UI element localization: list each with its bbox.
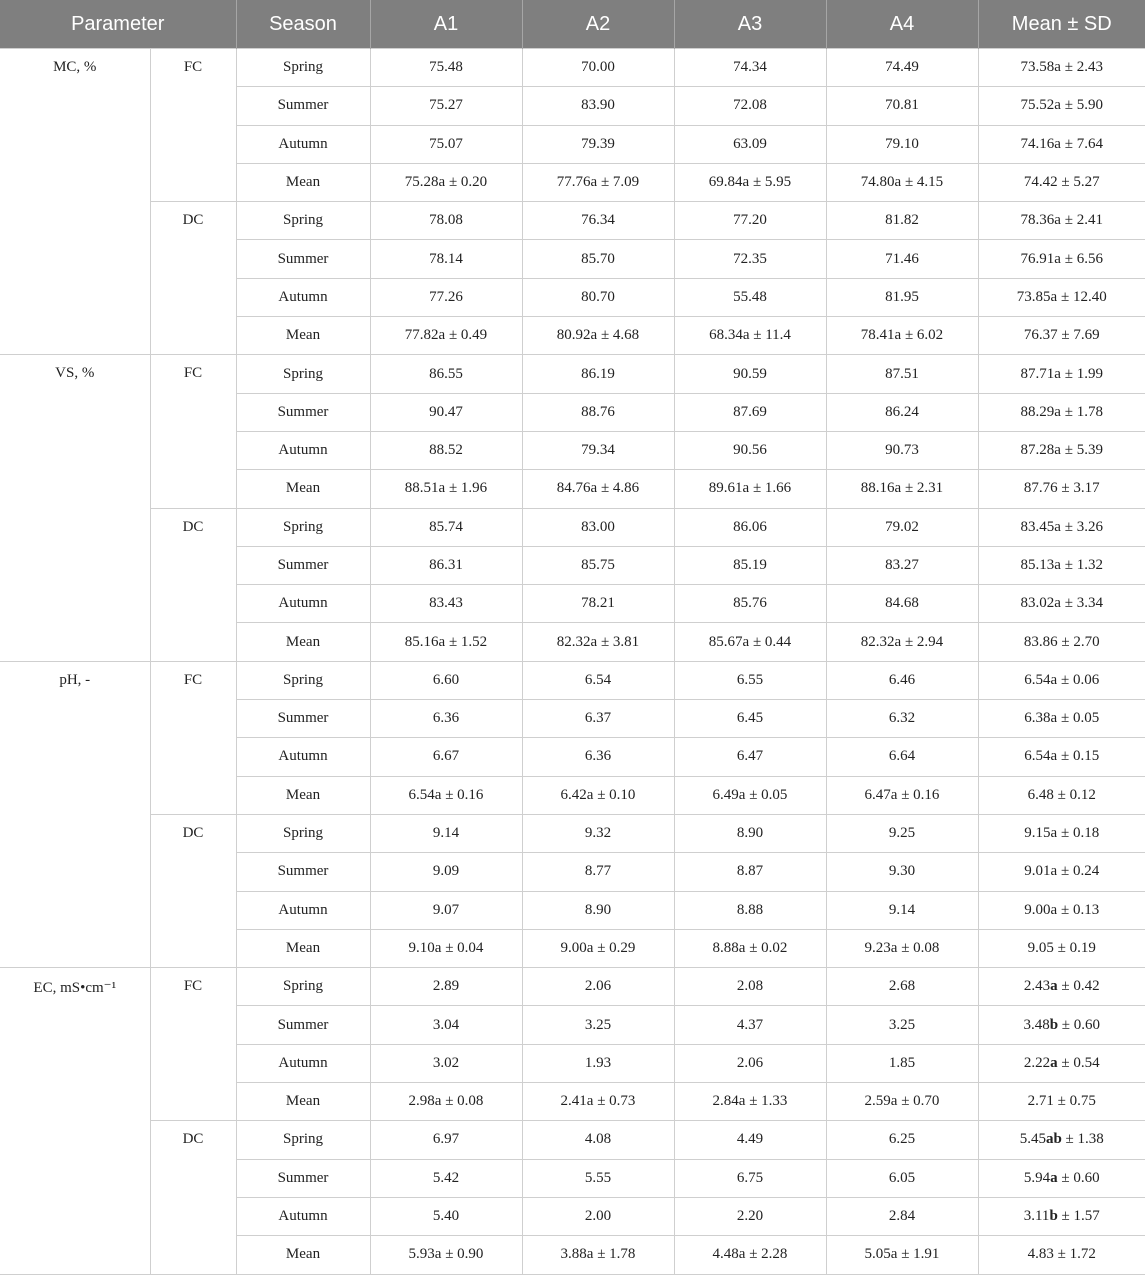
a4-cell: 2.84	[826, 1197, 978, 1235]
season-cell: Spring	[236, 49, 370, 87]
a1-cell: 86.31	[370, 546, 522, 584]
mean-sd-cell	[978, 508, 1145, 546]
a4-cell: 81.95	[826, 278, 978, 316]
a1-cell: 77.82a ± 0.49	[370, 317, 522, 355]
mean-sd-cell	[978, 929, 1145, 967]
significance-letter: a	[1050, 1169, 1058, 1186]
a1-cell: 78.08	[370, 202, 522, 240]
header-a4: A4	[826, 0, 978, 49]
a2-cell: 70.00	[522, 49, 674, 87]
season-cell: Summer	[236, 700, 370, 738]
mean-sd-cell	[978, 1159, 1145, 1197]
a1-cell: 3.02	[370, 1044, 522, 1082]
mean-value: 74.42	[1023, 174, 1058, 191]
sd-value: ± 12.40	[1057, 288, 1107, 305]
significance-letter: a	[1050, 978, 1058, 995]
sd-value: ± 1.57	[1057, 1208, 1100, 1225]
sd-value: ± 0.75	[1053, 1093, 1096, 1110]
season-cell: Spring	[236, 661, 370, 699]
a4-cell: 78.41a ± 6.02	[826, 317, 978, 355]
a2-cell: 2.00	[522, 1197, 674, 1235]
season-cell: Spring	[236, 814, 370, 852]
sd-value: ± 5.39	[1060, 442, 1103, 459]
season-cell: Mean	[236, 470, 370, 508]
season-cell: Mean	[236, 929, 370, 967]
a4-cell: 3.25	[826, 1006, 978, 1044]
sd-value: ± 7.69	[1057, 327, 1100, 344]
a1-cell: 6.60	[370, 661, 522, 699]
season-cell: Summer	[236, 546, 370, 584]
header-parameter: Parameter	[0, 0, 236, 49]
season-cell: Mean	[236, 163, 370, 201]
a4-cell: 9.25	[826, 814, 978, 852]
a2-cell: 84.76a ± 4.86	[522, 470, 674, 508]
a3-cell: 8.88a ± 0.02	[674, 929, 826, 967]
a2-cell: 9.00a ± 0.29	[522, 929, 674, 967]
a3-cell: 69.84a ± 5.95	[674, 163, 826, 201]
a3-cell: 6.47	[674, 738, 826, 776]
mean-value: 85.13a	[1020, 557, 1061, 573]
a1-cell: 78.14	[370, 240, 522, 278]
a2-cell: 85.70	[522, 240, 674, 278]
sd-value: ± 2.43	[1060, 59, 1103, 76]
condition-cell: DC	[150, 1121, 236, 1274]
sd-value: ± 0.05	[1057, 710, 1100, 727]
season-cell: Spring	[236, 508, 370, 546]
a3-cell: 63.09	[674, 125, 826, 163]
a2-cell: 6.37	[522, 700, 674, 738]
sd-value: ± 5.90	[1060, 97, 1103, 114]
condition-cell: DC	[150, 508, 236, 661]
mean-value: 76.91a	[1020, 250, 1061, 267]
mean-value: 76.37	[1023, 327, 1058, 344]
a1-cell: 5.93a ± 0.90	[370, 1236, 522, 1274]
season-cell: Autumn	[236, 278, 370, 316]
a3-cell: 4.48a ± 2.28	[674, 1236, 826, 1274]
a2-cell: 76.34	[522, 202, 674, 240]
a4-cell: 2.59a ± 0.70	[826, 1083, 978, 1121]
table-body	[0, 49, 1145, 1275]
sd-value: ± 1.72	[1053, 1246, 1096, 1263]
a1-cell: 6.97	[370, 1121, 522, 1159]
a2-cell: 5.55	[522, 1159, 674, 1197]
sd-value: ± 5.27	[1057, 174, 1100, 191]
mean-sd-cell	[978, 278, 1145, 316]
a2-cell: 80.70	[522, 278, 674, 316]
mean-value: 88.29a	[1020, 403, 1061, 420]
mean-value: 87.76	[1023, 480, 1058, 497]
mean-sd-cell	[978, 470, 1145, 508]
a4-cell: 79.10	[826, 125, 978, 163]
mean-value: 83.86	[1023, 633, 1058, 650]
mean-sd-cell	[978, 393, 1145, 431]
a2-cell: 4.08	[522, 1121, 674, 1159]
a3-cell: 6.45	[674, 700, 826, 738]
season-cell: Mean	[236, 623, 370, 661]
a1-cell: 6.54a ± 0.16	[370, 776, 522, 814]
table-header	[0, 0, 1145, 49]
significance-letter: a	[1050, 1054, 1058, 1071]
a3-cell: 6.75	[674, 1159, 826, 1197]
a4-cell: 83.27	[826, 546, 978, 584]
table-row	[0, 661, 1145, 699]
season-cell: Mean	[236, 1083, 370, 1121]
a2-cell: 8.90	[522, 891, 674, 929]
a2-cell: 79.34	[522, 431, 674, 469]
a3-cell: 85.19	[674, 546, 826, 584]
parameter-cell: pH, -	[0, 661, 150, 967]
a3-cell: 85.67a ± 0.44	[674, 623, 826, 661]
a4-cell: 82.32a ± 2.94	[826, 623, 978, 661]
sd-value: ± 1.32	[1060, 557, 1103, 573]
sd-value: ± 0.54	[1057, 1054, 1100, 1071]
mean-value: 6.38a	[1024, 710, 1058, 727]
header-a3: A3	[674, 0, 826, 49]
a3-cell: 4.37	[674, 1006, 826, 1044]
table-row	[0, 508, 1145, 546]
a1-cell: 6.67	[370, 738, 522, 776]
parameter-cell: MC, %	[0, 49, 150, 355]
sd-value: ± 7.64	[1060, 135, 1103, 152]
a2-cell: 6.42a ± 0.10	[522, 776, 674, 814]
mean-sd-cell	[978, 700, 1145, 738]
season-cell: Autumn	[236, 585, 370, 623]
table-row	[0, 49, 1145, 87]
a3-cell: 2.08	[674, 968, 826, 1006]
sd-value: ± 0.24	[1057, 863, 1100, 880]
a1-cell: 2.89	[370, 968, 522, 1006]
a2-cell: 79.39	[522, 125, 674, 163]
a4-cell: 6.64	[826, 738, 978, 776]
mean-value: 9.01a	[1024, 863, 1058, 880]
a3-cell: 6.55	[674, 661, 826, 699]
mean-sd-cell	[978, 814, 1145, 852]
header-row	[0, 0, 1145, 49]
a1-cell: 5.42	[370, 1159, 522, 1197]
a3-cell: 8.87	[674, 853, 826, 891]
sd-value: ± 1.78	[1060, 403, 1103, 420]
sd-value: ± 0.06	[1057, 671, 1100, 688]
a3-cell: 6.49a ± 0.05	[674, 776, 826, 814]
mean-sd-cell	[978, 661, 1145, 699]
season-cell: Mean	[236, 317, 370, 355]
condition-cell: FC	[150, 49, 236, 202]
sd-value: ± 1.38	[1061, 1131, 1104, 1148]
a3-cell: 77.20	[674, 202, 826, 240]
mean-value: 2.43	[1023, 978, 1051, 995]
mean-sd-cell	[978, 125, 1145, 163]
a4-cell: 6.47a ± 0.16	[826, 776, 978, 814]
a3-cell: 72.35	[674, 240, 826, 278]
season-cell: Mean	[236, 776, 370, 814]
sd-value: ± 1.99	[1060, 365, 1103, 382]
condition-cell: FC	[150, 661, 236, 814]
a2-cell: 8.77	[522, 853, 674, 891]
header-mean-sd: Mean ± SD	[978, 0, 1145, 49]
mean-sd-cell	[978, 1044, 1145, 1082]
a3-cell: 90.59	[674, 355, 826, 393]
season-cell: Summer	[236, 1006, 370, 1044]
a3-cell: 90.56	[674, 431, 826, 469]
mean-sd-cell	[978, 431, 1145, 469]
a3-cell: 8.88	[674, 891, 826, 929]
a2-cell: 3.88a ± 1.78	[522, 1236, 674, 1274]
a3-cell: 8.90	[674, 814, 826, 852]
mean-value: 9.00a	[1024, 901, 1058, 918]
sd-value: ± 3.17	[1057, 480, 1100, 497]
sd-value: ± 0.19	[1053, 939, 1096, 956]
season-cell: Autumn	[236, 125, 370, 163]
a2-cell: 1.93	[522, 1044, 674, 1082]
a2-cell: 88.76	[522, 393, 674, 431]
table-row	[0, 968, 1145, 1006]
a2-cell: 86.19	[522, 355, 674, 393]
sd-value: ± 6.56	[1060, 250, 1103, 267]
a4-cell: 6.25	[826, 1121, 978, 1159]
a1-cell: 75.28a ± 0.20	[370, 163, 522, 201]
condition-cell: FC	[150, 968, 236, 1121]
a4-cell: 6.05	[826, 1159, 978, 1197]
sd-value: ± 0.13	[1057, 901, 1100, 918]
season-cell: Autumn	[236, 1044, 370, 1082]
a4-cell: 88.16a ± 2.31	[826, 470, 978, 508]
parameter-cell: EC, mS•cm⁻¹	[0, 968, 150, 1274]
season-cell: Spring	[236, 1121, 370, 1159]
a2-cell: 6.36	[522, 738, 674, 776]
season-cell: Summer	[236, 87, 370, 125]
a4-cell: 86.24	[826, 393, 978, 431]
mean-sd-cell	[978, 623, 1145, 661]
a1-cell: 3.04	[370, 1006, 522, 1044]
table-row	[0, 355, 1145, 393]
condition-cell: DC	[150, 814, 236, 967]
mean-value: 87.28a	[1020, 442, 1061, 459]
mean-sd-cell	[978, 968, 1145, 1006]
a4-cell: 87.51	[826, 355, 978, 393]
season-cell: Spring	[236, 968, 370, 1006]
sd-value: ± 0.60	[1058, 1016, 1101, 1033]
mean-sd-cell	[978, 1006, 1145, 1044]
a1-cell: 9.09	[370, 853, 522, 891]
mean-sd-cell	[978, 202, 1145, 240]
a3-cell: 55.48	[674, 278, 826, 316]
mean-value: 9.05	[1027, 939, 1054, 956]
a1-cell: 9.14	[370, 814, 522, 852]
a2-cell: 77.76a ± 7.09	[522, 163, 674, 201]
mean-value: 6.48	[1027, 786, 1054, 803]
a4-cell: 1.85	[826, 1044, 978, 1082]
mean-sd-cell	[978, 891, 1145, 929]
mean-sd-cell	[978, 546, 1145, 584]
a2-cell: 9.32	[522, 814, 674, 852]
mean-sd-cell	[978, 355, 1145, 393]
a1-cell: 2.98a ± 0.08	[370, 1083, 522, 1121]
a3-cell: 2.06	[674, 1044, 826, 1082]
a1-cell: 75.27	[370, 87, 522, 125]
mean-sd-cell	[978, 87, 1145, 125]
a2-cell: 83.90	[522, 87, 674, 125]
mean-value: 5.94	[1023, 1169, 1051, 1186]
a4-cell: 6.46	[826, 661, 978, 699]
mean-sd-cell	[978, 163, 1145, 201]
a2-cell: 2.06	[522, 968, 674, 1006]
a3-cell: 86.06	[674, 508, 826, 546]
a1-cell: 77.26	[370, 278, 522, 316]
a1-cell: 6.36	[370, 700, 522, 738]
a3-cell: 87.69	[674, 393, 826, 431]
table-row	[0, 814, 1145, 852]
a4-cell: 84.68	[826, 585, 978, 623]
a2-cell: 80.92a ± 4.68	[522, 317, 674, 355]
season-cell: Summer	[236, 393, 370, 431]
header-season: Season	[236, 0, 370, 49]
a1-cell: 9.10a ± 0.04	[370, 929, 522, 967]
mean-value: 6.54a	[1024, 671, 1058, 688]
significance-letter: ab	[1045, 1131, 1062, 1148]
a2-cell: 3.25	[522, 1006, 674, 1044]
condition-cell: DC	[150, 202, 236, 355]
a1-cell: 90.47	[370, 393, 522, 431]
a3-cell: 4.49	[674, 1121, 826, 1159]
a4-cell: 90.73	[826, 431, 978, 469]
mean-sd-cell	[978, 1197, 1145, 1235]
a4-cell: 9.23a ± 0.08	[826, 929, 978, 967]
sd-value: ± 2.41	[1060, 212, 1103, 229]
a1-cell: 88.52	[370, 431, 522, 469]
mean-value: 2.22	[1023, 1054, 1051, 1071]
a3-cell: 2.84a ± 1.33	[674, 1083, 826, 1121]
a2-cell: 83.00	[522, 508, 674, 546]
mean-sd-cell	[978, 1236, 1145, 1274]
sd-value: ± 0.15	[1057, 748, 1100, 765]
sd-value: ± 3.26	[1060, 518, 1103, 535]
season-cell: Spring	[236, 202, 370, 240]
mean-value: 74.16a	[1020, 135, 1061, 152]
mean-sd-cell	[978, 317, 1145, 355]
a1-cell: 83.43	[370, 585, 522, 623]
mean-sd-cell	[978, 1121, 1145, 1159]
sd-value: ± 0.60	[1057, 1169, 1100, 1186]
a2-cell: 2.41a ± 0.73	[522, 1083, 674, 1121]
mean-value: 75.52a	[1020, 97, 1061, 114]
a2-cell: 82.32a ± 3.81	[522, 623, 674, 661]
sd-value: ± 2.70	[1057, 633, 1100, 650]
condition-cell: FC	[150, 355, 236, 508]
header-a2: A2	[522, 0, 674, 49]
a4-cell: 9.14	[826, 891, 978, 929]
season-cell: Autumn	[236, 891, 370, 929]
significance-letter: b	[1049, 1208, 1058, 1225]
season-cell: Summer	[236, 1159, 370, 1197]
a1-cell: 85.74	[370, 508, 522, 546]
table-row	[0, 202, 1145, 240]
mean-sd-cell	[978, 776, 1145, 814]
table-row	[0, 1121, 1145, 1159]
a4-cell: 74.80a ± 4.15	[826, 163, 978, 201]
a4-cell: 74.49	[826, 49, 978, 87]
season-cell: Summer	[236, 240, 370, 278]
a1-cell: 85.16a ± 1.52	[370, 623, 522, 661]
mean-value: 73.58a	[1020, 59, 1061, 76]
mean-value: 83.02a	[1020, 595, 1061, 612]
mean-value: 73.85a	[1016, 288, 1058, 305]
a3-cell: 72.08	[674, 87, 826, 125]
mean-value: 2.71	[1027, 1093, 1054, 1110]
season-cell: Spring	[236, 355, 370, 393]
a2-cell: 85.75	[522, 546, 674, 584]
season-cell: Mean	[236, 1236, 370, 1274]
header-a1: A1	[370, 0, 522, 49]
a1-cell: 88.51a ± 1.96	[370, 470, 522, 508]
a1-cell: 75.48	[370, 49, 522, 87]
a3-cell: 85.76	[674, 585, 826, 623]
a4-cell: 71.46	[826, 240, 978, 278]
a3-cell: 68.34a ± 11.4	[674, 317, 826, 355]
season-cell: Autumn	[236, 431, 370, 469]
mean-sd-cell	[978, 853, 1145, 891]
significance-letter: b	[1049, 1016, 1059, 1033]
a2-cell: 78.21	[522, 585, 674, 623]
mean-value: 78.36a	[1020, 212, 1061, 229]
a1-cell: 9.07	[370, 891, 522, 929]
mean-value: 3.11	[1023, 1208, 1050, 1225]
a4-cell: 6.32	[826, 700, 978, 738]
a4-cell: 79.02	[826, 508, 978, 546]
a4-cell: 5.05a ± 1.91	[826, 1236, 978, 1274]
sd-value: ± 0.12	[1053, 786, 1096, 803]
mean-value: 87.71a	[1020, 365, 1061, 382]
season-cell: Summer	[236, 853, 370, 891]
a3-cell: 2.20	[674, 1197, 826, 1235]
a4-cell: 70.81	[826, 87, 978, 125]
mean-value: 6.54a	[1024, 748, 1058, 765]
season-cell: Autumn	[236, 1197, 370, 1235]
mean-sd-cell	[978, 49, 1145, 87]
mean-sd-cell	[978, 585, 1145, 623]
a4-cell: 2.68	[826, 968, 978, 1006]
sd-value: ± 3.34	[1060, 595, 1103, 612]
mean-value: 3.48	[1023, 1016, 1050, 1033]
mean-sd-cell	[978, 1083, 1145, 1121]
sd-value: ± 0.18	[1057, 825, 1100, 842]
mean-value: 83.45a	[1020, 518, 1061, 535]
a4-cell: 9.30	[826, 853, 978, 891]
mean-sd-cell	[978, 738, 1145, 776]
parameter-cell: VS, %	[0, 355, 150, 661]
a3-cell: 74.34	[674, 49, 826, 87]
a1-cell: 86.55	[370, 355, 522, 393]
mean-value: 9.15a	[1024, 825, 1058, 842]
a2-cell: 6.54	[522, 661, 674, 699]
sd-value: ± 0.42	[1057, 978, 1100, 995]
a1-cell: 5.40	[370, 1197, 522, 1235]
mean-value: 5.45	[1019, 1131, 1046, 1148]
season-cell: Autumn	[236, 738, 370, 776]
mean-sd-cell	[978, 240, 1145, 278]
a4-cell: 81.82	[826, 202, 978, 240]
a1-cell: 75.07	[370, 125, 522, 163]
mean-value: 4.83	[1027, 1246, 1054, 1263]
a3-cell: 89.61a ± 1.66	[674, 470, 826, 508]
